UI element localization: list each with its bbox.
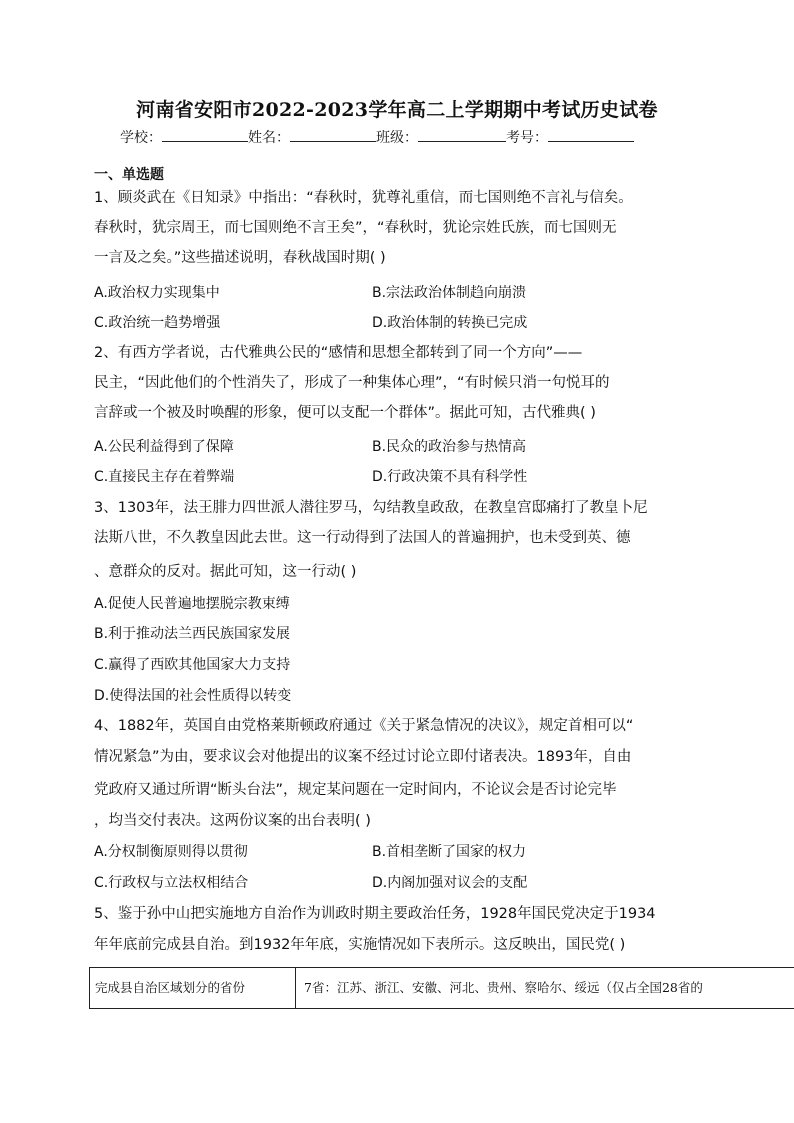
school-label: 学校： — [120, 130, 162, 146]
question-5-line-2: 年年底前完成县自治。到1932年年底，实施情况如下表所示。这反映出，国民党( ) — [94, 937, 626, 953]
question-5-line-1: 5、鉴于孙中山把实施地方自治作为训政时期主要政治任务，1928年国民党决定于1934 — [94, 906, 656, 922]
table-value-cell: 7省：江苏、浙江、安徽、河北、贵州、察哈尔、绥远（仅占全国28省的 — [304, 980, 703, 995]
table-label-cell: 完成县自治区域划分的省份 — [90, 968, 296, 1008]
question-3-line-1: 3、1303年，法王腓力四世派人潜往罗马，勾结教皇政敌，在教皇宫邸痛打了教皇卜尼 — [94, 500, 648, 516]
question-3-line-3: 、意群众的反对。据此可知，这一行动( ) — [94, 564, 357, 580]
number-blank[interactable] — [548, 128, 634, 142]
question-2-line-1: 2、有西方学者说，古代雅典公民的“感情和思想全都转到了同一个方向”—— — [94, 345, 583, 361]
question-1-line-3: 一言及之矣。”这些描述说明，春秋战国时期( ) — [94, 250, 386, 266]
question-3-option-a[interactable]: A.促使人民普遍地摆脱宗教束缚 — [94, 596, 290, 612]
question-2-option-d[interactable]: D.行政决策不具有科学性 — [372, 469, 528, 485]
question-4-option-d[interactable]: D.内阁加强对议会的支配 — [372, 875, 528, 891]
question-5-table — [89, 967, 794, 1009]
question-2-option-a[interactable]: A.公民利益得到了保障 — [94, 439, 234, 455]
question-4-line-1: 4、1882年，英国自由党格莱斯顿政府通过《关于紧急情况的决议》，规定首相可以“ — [94, 718, 634, 734]
name-blank[interactable] — [290, 128, 376, 142]
question-1-option-b[interactable]: B.宗法政治体制趋向崩溃 — [372, 285, 527, 301]
name-label: 姓名： — [248, 130, 290, 146]
question-4-line-2: 情况紧急”为由，要求议会对他提出的议案不经过讨论立即付诸表决。1893年，自由 — [94, 749, 632, 765]
section-title: 一、单选题 — [94, 167, 164, 183]
student-info-line — [120, 128, 700, 147]
question-3-option-c[interactable]: C.赢得了西欧其他国家大力支持 — [94, 657, 291, 673]
question-2-line-3: 言辞或一个被及时唤醒的形象，便可以支配一个群体”。据此可知，古代雅典( ) — [94, 405, 596, 421]
question-4-line-3: 党政府又通过所谓“断头台法”，规定某问题在一定时间内，不论议会是否讨论完毕 — [94, 782, 617, 798]
question-3-option-d[interactable]: D.使得法国的社会性质得以转变 — [94, 688, 292, 704]
class-blank[interactable] — [418, 128, 506, 142]
question-2-option-b[interactable]: B.民众的政治参与热情高 — [372, 439, 527, 455]
question-1-line-1: 1、顾炎武在《日知录》中指出：“春秋时，犹尊礼重信，而七国则绝不言礼与信矣。 — [94, 190, 633, 206]
question-2-option-c[interactable]: C.直接民主存在着弊端 — [94, 469, 235, 485]
question-4-option-a[interactable]: A.分权制衡原则得以贯彻 — [94, 844, 248, 860]
question-1-line-2: 春秋时，犹宗周王，而七国则绝不言王矣”，“春秋时，犹论宗姓氏族，而七国则无 — [94, 220, 617, 236]
number-label: 考号： — [506, 130, 548, 146]
class-label: 班级： — [376, 130, 418, 146]
page-title: 河南省安阳市2022-2023学年高二上学期期中考试历史试卷 — [136, 99, 658, 121]
question-4-option-b[interactable]: B.首相垄断了国家的权力 — [372, 844, 527, 860]
question-1-option-d[interactable]: D.政治体制的转换已完成 — [372, 315, 528, 331]
question-3-option-b[interactable]: B.利于推动法兰西民族国家发展 — [94, 626, 291, 642]
question-4-line-4: ，均当交付表决。这两份议案的出台表明( ) — [94, 813, 371, 829]
question-2-line-2: 民主，“因此他们的个性消失了，形成了一种集体心理”，“有时候只消一句悦耳的 — [94, 375, 610, 391]
question-1-option-a[interactable]: A.政治权力实现集中 — [94, 285, 220, 301]
question-4-option-c[interactable]: C.行政权与立法权相结合 — [94, 875, 249, 891]
school-blank[interactable] — [162, 128, 248, 142]
question-3-line-2: 法斯八世，不久教皇因此去世。这一行动得到了法国人的普遍拥护，也未受到英、德 — [94, 530, 631, 546]
question-1-option-c[interactable]: C.政治统一趋势增强 — [94, 315, 221, 331]
